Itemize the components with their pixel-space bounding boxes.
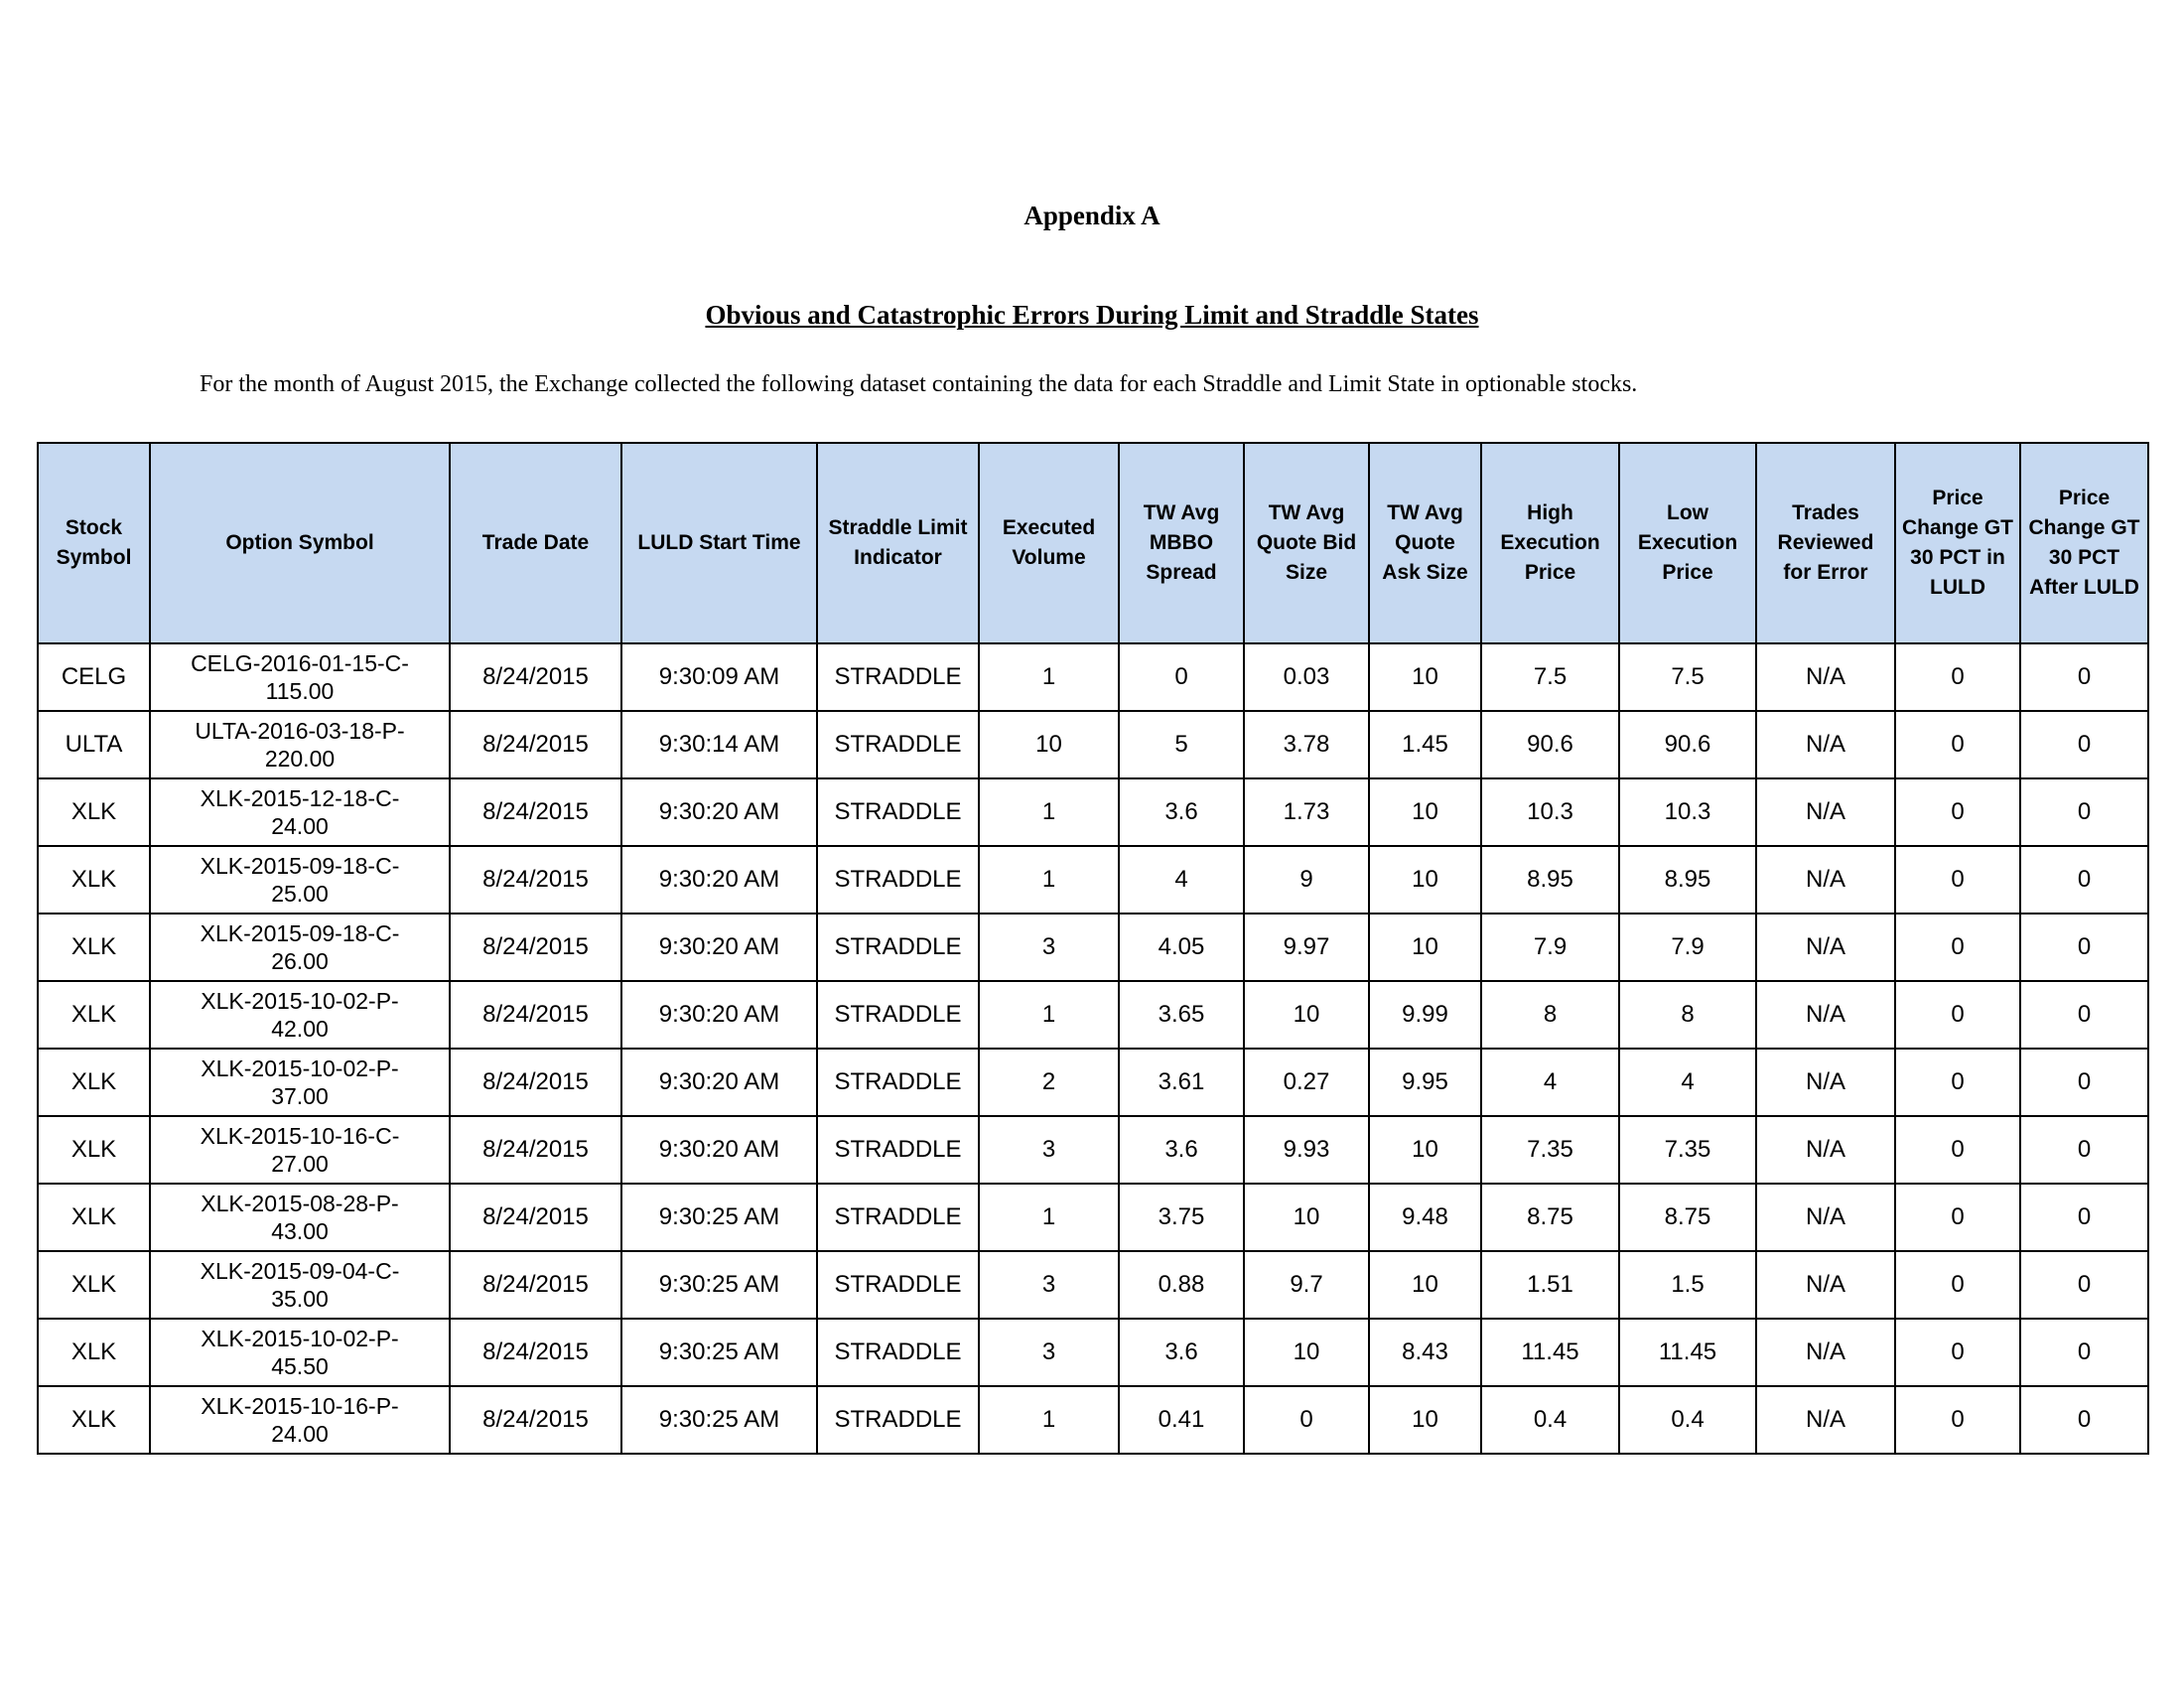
table-row <box>38 914 2148 981</box>
cell-trades-reviewed-for-error: N/A <box>1756 711 1895 778</box>
table-row <box>38 643 2148 711</box>
table-row <box>38 981 2148 1049</box>
cell-price-change-gt-30-pct-in-luld: 0 <box>1895 846 2020 914</box>
cell-executed-volume: 1 <box>979 1386 1119 1454</box>
cell-high-execution-price: 0.4 <box>1481 1386 1619 1454</box>
cell-price-change-gt-30-pct-in-luld: 0 <box>1895 981 2020 1049</box>
cell-tw-avg-quote-bid-size: 0.27 <box>1244 1049 1369 1116</box>
cell-tw-avg-quote-bid-size: 0.03 <box>1244 643 1369 711</box>
table-row <box>38 1116 2148 1184</box>
header-low-execution-price: Low Execution Price <box>1619 443 1756 643</box>
header-stock-symbol: Stock Symbol <box>38 443 150 643</box>
cell-stock-symbol: XLK <box>38 1184 150 1251</box>
cell-stock-symbol: CELG <box>38 643 150 711</box>
cell-tw-avg-quote-bid-size: 9.93 <box>1244 1116 1369 1184</box>
cell-straddle-limit-indicator: STRADDLE <box>817 914 979 981</box>
cell-stock-symbol: XLK <box>38 1251 150 1319</box>
cell-straddle-limit-indicator: STRADDLE <box>817 1116 979 1184</box>
cell-luld-start-time: 9:30:20 AM <box>621 1116 817 1184</box>
cell-luld-start-time: 9:30:25 AM <box>621 1184 817 1251</box>
cell-price-change-gt-30-pct-after-luld: 0 <box>2020 778 2148 846</box>
cell-tw-avg-mbbo-spread: 0.88 <box>1119 1251 1244 1319</box>
cell-price-change-gt-30-pct-after-luld: 0 <box>2020 1386 2148 1454</box>
cell-executed-volume: 2 <box>979 1049 1119 1116</box>
table-row <box>38 1319 2148 1386</box>
cell-price-change-gt-30-pct-after-luld: 0 <box>2020 1251 2148 1319</box>
cell-trade-date: 8/24/2015 <box>450 846 621 914</box>
cell-trade-date: 8/24/2015 <box>450 711 621 778</box>
cell-luld-start-time: 9:30:09 AM <box>621 643 817 711</box>
cell-trades-reviewed-for-error: N/A <box>1756 1184 1895 1251</box>
cell-tw-avg-mbbo-spread: 4 <box>1119 846 1244 914</box>
cell-straddle-limit-indicator: STRADDLE <box>817 778 979 846</box>
header-trade-date: Trade Date <box>450 443 621 643</box>
cell-straddle-limit-indicator: STRADDLE <box>817 1319 979 1386</box>
cell-tw-avg-mbbo-spread: 4.05 <box>1119 914 1244 981</box>
cell-tw-avg-quote-ask-size: 10 <box>1369 1116 1481 1184</box>
cell-tw-avg-quote-ask-size: 10 <box>1369 643 1481 711</box>
cell-trades-reviewed-for-error: N/A <box>1756 914 1895 981</box>
cell-price-change-gt-30-pct-in-luld: 0 <box>1895 1386 2020 1454</box>
cell-tw-avg-quote-ask-size: 10 <box>1369 1386 1481 1454</box>
cell-tw-avg-quote-bid-size: 9 <box>1244 846 1369 914</box>
cell-executed-volume: 3 <box>979 1116 1119 1184</box>
cell-price-change-gt-30-pct-after-luld: 0 <box>2020 1184 2148 1251</box>
cell-luld-start-time: 9:30:20 AM <box>621 981 817 1049</box>
cell-tw-avg-quote-bid-size: 3.78 <box>1244 711 1369 778</box>
cell-straddle-limit-indicator: STRADDLE <box>817 846 979 914</box>
cell-straddle-limit-indicator: STRADDLE <box>817 1049 979 1116</box>
table-row <box>38 1049 2148 1116</box>
cell-price-change-gt-30-pct-in-luld: 0 <box>1895 1116 2020 1184</box>
header-executed-volume: Executed Volume <box>979 443 1119 643</box>
header-trades-reviewed-for-error: Trades Reviewed for Error <box>1756 443 1895 643</box>
cell-trade-date: 8/24/2015 <box>450 1049 621 1116</box>
cell-price-change-gt-30-pct-in-luld: 0 <box>1895 1184 2020 1251</box>
cell-luld-start-time: 9:30:20 AM <box>621 778 817 846</box>
cell-tw-avg-mbbo-spread: 3.6 <box>1119 1319 1244 1386</box>
cell-low-execution-price: 0.4 <box>1619 1386 1756 1454</box>
cell-option-symbol: CELG-2016-01-15-C-115.00 <box>150 643 450 711</box>
cell-trades-reviewed-for-error: N/A <box>1756 981 1895 1049</box>
cell-option-symbol: XLK-2015-12-18-C-24.00 <box>150 778 450 846</box>
table-row <box>38 1386 2148 1454</box>
cell-trade-date: 8/24/2015 <box>450 1251 621 1319</box>
cell-low-execution-price: 1.5 <box>1619 1251 1756 1319</box>
cell-straddle-limit-indicator: STRADDLE <box>817 1251 979 1319</box>
cell-option-symbol: XLK-2015-09-18-C-25.00 <box>150 846 450 914</box>
cell-trades-reviewed-for-error: N/A <box>1756 1319 1895 1386</box>
cell-stock-symbol: XLK <box>38 778 150 846</box>
cell-option-symbol: XLK-2015-10-02-P-42.00 <box>150 981 450 1049</box>
cell-straddle-limit-indicator: STRADDLE <box>817 711 979 778</box>
cell-executed-volume: 3 <box>979 1319 1119 1386</box>
cell-stock-symbol: XLK <box>38 1386 150 1454</box>
cell-tw-avg-quote-ask-size: 10 <box>1369 914 1481 981</box>
table-row <box>38 778 2148 846</box>
cell-trade-date: 8/24/2015 <box>450 1116 621 1184</box>
cell-low-execution-price: 7.9 <box>1619 914 1756 981</box>
luld-data-table <box>37 442 2149 1455</box>
cell-low-execution-price: 8.75 <box>1619 1184 1756 1251</box>
cell-executed-volume: 1 <box>979 1184 1119 1251</box>
cell-luld-start-time: 9:30:14 AM <box>621 711 817 778</box>
cell-tw-avg-quote-ask-size: 10 <box>1369 846 1481 914</box>
cell-stock-symbol: ULTA <box>38 711 150 778</box>
cell-option-symbol: XLK-2015-09-18-C-26.00 <box>150 914 450 981</box>
cell-luld-start-time: 9:30:20 AM <box>621 846 817 914</box>
cell-tw-avg-quote-bid-size: 9.7 <box>1244 1251 1369 1319</box>
cell-price-change-gt-30-pct-after-luld: 0 <box>2020 1116 2148 1184</box>
cell-tw-avg-quote-bid-size: 1.73 <box>1244 778 1369 846</box>
cell-high-execution-price: 1.51 <box>1481 1251 1619 1319</box>
cell-straddle-limit-indicator: STRADDLE <box>817 1386 979 1454</box>
cell-price-change-gt-30-pct-after-luld: 0 <box>2020 914 2148 981</box>
cell-tw-avg-quote-ask-size: 9.99 <box>1369 981 1481 1049</box>
header-tw-avg-mbbo-spread: TW Avg MBBO Spread <box>1119 443 1244 643</box>
cell-option-symbol: XLK-2015-10-16-C-27.00 <box>150 1116 450 1184</box>
cell-luld-start-time: 9:30:20 AM <box>621 1049 817 1116</box>
cell-trades-reviewed-for-error: N/A <box>1756 1251 1895 1319</box>
cell-low-execution-price: 8 <box>1619 981 1756 1049</box>
cell-high-execution-price: 7.35 <box>1481 1116 1619 1184</box>
cell-price-change-gt-30-pct-after-luld: 0 <box>2020 981 2148 1049</box>
cell-straddle-limit-indicator: STRADDLE <box>817 1184 979 1251</box>
cell-tw-avg-mbbo-spread: 0.41 <box>1119 1386 1244 1454</box>
cell-tw-avg-quote-bid-size: 10 <box>1244 1319 1369 1386</box>
cell-executed-volume: 3 <box>979 914 1119 981</box>
cell-low-execution-price: 7.35 <box>1619 1116 1756 1184</box>
cell-trade-date: 8/24/2015 <box>450 981 621 1049</box>
cell-price-change-gt-30-pct-after-luld: 0 <box>2020 1049 2148 1116</box>
cell-price-change-gt-30-pct-in-luld: 0 <box>1895 1319 2020 1386</box>
cell-high-execution-price: 11.45 <box>1481 1319 1619 1386</box>
cell-tw-avg-mbbo-spread: 3.75 <box>1119 1184 1244 1251</box>
cell-executed-volume: 1 <box>979 778 1119 846</box>
header-tw-avg-quote-bid-size: TW Avg Quote Bid Size <box>1244 443 1369 643</box>
table-row <box>38 846 2148 914</box>
cell-price-change-gt-30-pct-in-luld: 0 <box>1895 1251 2020 1319</box>
cell-luld-start-time: 9:30:20 AM <box>621 914 817 981</box>
cell-luld-start-time: 9:30:25 AM <box>621 1319 817 1386</box>
cell-high-execution-price: 8.75 <box>1481 1184 1619 1251</box>
cell-option-symbol: XLK-2015-10-16-P-24.00 <box>150 1386 450 1454</box>
cell-price-change-gt-30-pct-after-luld: 0 <box>2020 711 2148 778</box>
cell-high-execution-price: 10.3 <box>1481 778 1619 846</box>
cell-low-execution-price: 11.45 <box>1619 1319 1756 1386</box>
cell-stock-symbol: XLK <box>38 846 150 914</box>
cell-tw-avg-mbbo-spread: 3.65 <box>1119 981 1244 1049</box>
table-row <box>38 1184 2148 1251</box>
cell-price-change-gt-30-pct-after-luld: 0 <box>2020 846 2148 914</box>
cell-trades-reviewed-for-error: N/A <box>1756 1386 1895 1454</box>
header-price-change-gt-30-pct-in-luld: Price Change GT 30 PCT in LULD <box>1895 443 2020 643</box>
cell-straddle-limit-indicator: STRADDLE <box>817 643 979 711</box>
cell-option-symbol: XLK-2015-10-02-P-37.00 <box>150 1049 450 1116</box>
cell-tw-avg-mbbo-spread: 5 <box>1119 711 1244 778</box>
header-high-execution-price: High Execution Price <box>1481 443 1619 643</box>
cell-trade-date: 8/24/2015 <box>450 1386 621 1454</box>
cell-low-execution-price: 8.95 <box>1619 846 1756 914</box>
cell-high-execution-price: 8.95 <box>1481 846 1619 914</box>
cell-tw-avg-quote-bid-size: 10 <box>1244 981 1369 1049</box>
cell-low-execution-price: 4 <box>1619 1049 1756 1116</box>
page-subtitle: Obvious and Catastrophic Errors During Limit and Straddle States <box>705 300 1479 330</box>
cell-option-symbol: XLK-2015-08-28-P-43.00 <box>150 1184 450 1251</box>
cell-price-change-gt-30-pct-in-luld: 0 <box>1895 643 2020 711</box>
cell-high-execution-price: 8 <box>1481 981 1619 1049</box>
table-header-row <box>38 443 2148 643</box>
table-header <box>38 443 2148 643</box>
cell-straddle-limit-indicator: STRADDLE <box>817 981 979 1049</box>
cell-trade-date: 8/24/2015 <box>450 914 621 981</box>
cell-tw-avg-mbbo-spread: 3.6 <box>1119 778 1244 846</box>
cell-price-change-gt-30-pct-in-luld: 0 <box>1895 778 2020 846</box>
cell-luld-start-time: 9:30:25 AM <box>621 1386 817 1454</box>
cell-stock-symbol: XLK <box>38 1319 150 1386</box>
cell-price-change-gt-30-pct-in-luld: 0 <box>1895 1049 2020 1116</box>
cell-price-change-gt-30-pct-in-luld: 0 <box>1895 711 2020 778</box>
cell-tw-avg-mbbo-spread: 3.61 <box>1119 1049 1244 1116</box>
cell-trades-reviewed-for-error: N/A <box>1756 1116 1895 1184</box>
cell-trade-date: 8/24/2015 <box>450 1184 621 1251</box>
cell-price-change-gt-30-pct-after-luld: 0 <box>2020 1319 2148 1386</box>
cell-tw-avg-quote-ask-size: 9.95 <box>1369 1049 1481 1116</box>
table-row <box>38 711 2148 778</box>
header-luld-start-time: LULD Start Time <box>621 443 817 643</box>
header-option-symbol: Option Symbol <box>150 443 450 643</box>
table-row <box>38 1251 2148 1319</box>
cell-executed-volume: 1 <box>979 643 1119 711</box>
cell-stock-symbol: XLK <box>38 1049 150 1116</box>
cell-trade-date: 8/24/2015 <box>450 643 621 711</box>
cell-tw-avg-quote-ask-size: 9.48 <box>1369 1184 1481 1251</box>
cell-tw-avg-quote-bid-size: 9.97 <box>1244 914 1369 981</box>
cell-tw-avg-mbbo-spread: 0 <box>1119 643 1244 711</box>
cell-executed-volume: 10 <box>979 711 1119 778</box>
cell-option-symbol: XLK-2015-09-04-C-35.00 <box>150 1251 450 1319</box>
cell-high-execution-price: 7.9 <box>1481 914 1619 981</box>
cell-high-execution-price: 4 <box>1481 1049 1619 1116</box>
cell-tw-avg-quote-bid-size: 0 <box>1244 1386 1369 1454</box>
cell-executed-volume: 1 <box>979 846 1119 914</box>
cell-stock-symbol: XLK <box>38 914 150 981</box>
cell-option-symbol: ULTA-2016-03-18-P-220.00 <box>150 711 450 778</box>
page-title: Appendix A <box>1024 201 1160 230</box>
table-body <box>38 643 2148 1454</box>
cell-tw-avg-quote-bid-size: 10 <box>1244 1184 1369 1251</box>
cell-tw-avg-quote-ask-size: 10 <box>1369 778 1481 846</box>
cell-trade-date: 8/24/2015 <box>450 778 621 846</box>
cell-tw-avg-quote-ask-size: 10 <box>1369 1251 1481 1319</box>
cell-tw-avg-mbbo-spread: 3.6 <box>1119 1116 1244 1184</box>
cell-low-execution-price: 10.3 <box>1619 778 1756 846</box>
cell-option-symbol: XLK-2015-10-02-P-45.50 <box>150 1319 450 1386</box>
cell-high-execution-price: 90.6 <box>1481 711 1619 778</box>
header-straddle-limit-indicator: Straddle Limit Indicator <box>817 443 979 643</box>
cell-executed-volume: 1 <box>979 981 1119 1049</box>
cell-trades-reviewed-for-error: N/A <box>1756 1049 1895 1116</box>
cell-trades-reviewed-for-error: N/A <box>1756 643 1895 711</box>
header-price-change-gt-30-pct-after-luld: Price Change GT 30 PCT After LULD <box>2020 443 2148 643</box>
cell-trades-reviewed-for-error: N/A <box>1756 778 1895 846</box>
cell-trade-date: 8/24/2015 <box>450 1319 621 1386</box>
intro-paragraph: For the month of August 2015, the Exchange collected the following dataset containing the data for each Straddle and Limit State in optionable stocks. <box>200 371 1638 397</box>
cell-low-execution-price: 7.5 <box>1619 643 1756 711</box>
cell-tw-avg-quote-ask-size: 8.43 <box>1369 1319 1481 1386</box>
header-tw-avg-quote-ask-size: TW Avg Quote Ask Size <box>1369 443 1481 643</box>
cell-price-change-gt-30-pct-after-luld: 0 <box>2020 643 2148 711</box>
cell-tw-avg-quote-ask-size: 1.45 <box>1369 711 1481 778</box>
cell-high-execution-price: 7.5 <box>1481 643 1619 711</box>
cell-luld-start-time: 9:30:25 AM <box>621 1251 817 1319</box>
cell-stock-symbol: XLK <box>38 981 150 1049</box>
cell-low-execution-price: 90.6 <box>1619 711 1756 778</box>
cell-price-change-gt-30-pct-in-luld: 0 <box>1895 914 2020 981</box>
cell-trades-reviewed-for-error: N/A <box>1756 846 1895 914</box>
cell-executed-volume: 3 <box>979 1251 1119 1319</box>
cell-stock-symbol: XLK <box>38 1116 150 1184</box>
